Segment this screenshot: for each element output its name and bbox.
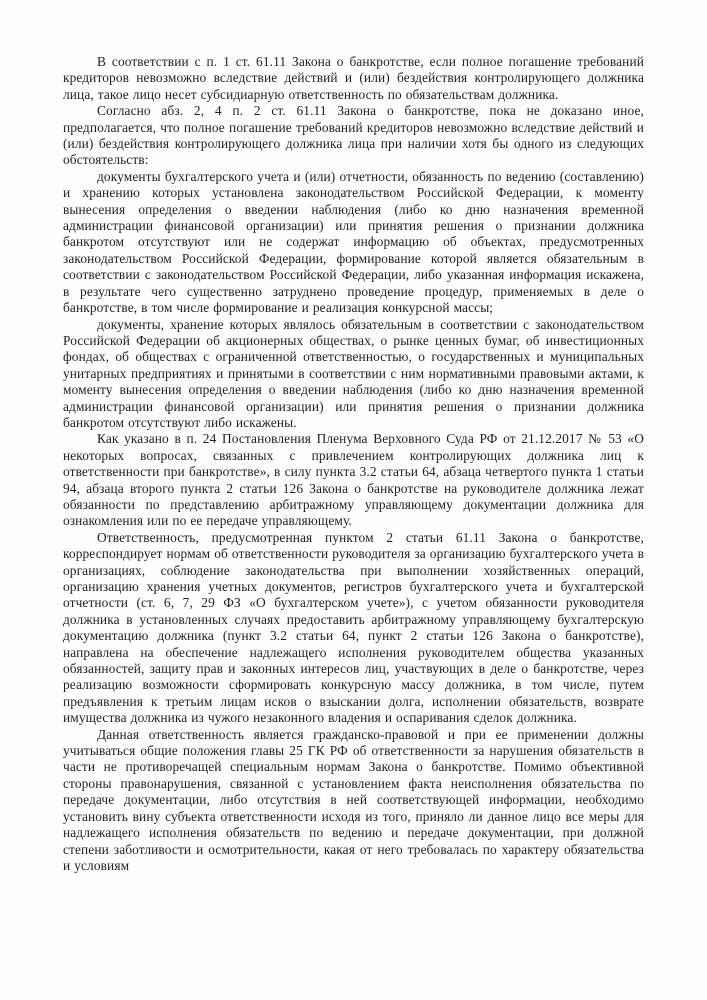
paragraph-law-61-11-p2: Согласно абз. 2, 4 п. 2 ст. 61.11 Закона о банкротстве, пока не доказано иное, предполагается, что полное погашение требований кредиторов невозможно вследствие действий и (или) бездействия контролирующего должника лица при наличии хотя бы одного из следующих обстоятельств: [63, 103, 644, 168]
document-text-block [63, 54, 644, 874]
paragraph-civil-liability: Данная ответственность является гражданско-правовой и при ее применении должны учитываться общие положения главы 25 ГК РФ об ответственности за нарушения обязательств в части не противоречащей специальным нормам Закона о банкротстве. Помимо объективной стороны правонарушения, связанной с установлением факта неисполнения обязательства по передаче документации, либо отсутствия в ней соответствующей информации, необходимо установить вину субъекта ответственности исходя из того, приняло ли данное лицо все меры для надлежащего исполнения обязательств по ведению и передаче документации, при должной степени заботливости и осмотрительности, какая от него требовалась по характеру обязательства и условиям [63, 726, 644, 873]
paragraph-responsibility-scope: Ответственность, предусмотренная пунктом 2 статьи 61.11 Закона о банкротстве, корреспондирует нормам об ответственности руководителя за организацию бухгалтерского учета в организациях, соблюдение законодательства при выполнении хозяйственных операций, организацию хранения учетных документов, регистров бухгалтерского учета и бухгалтерской отчетности (ст. 6, 7, 29 ФЗ «О бухгалтерском учете»), с учетом обязанности руководителя должника в установленных случаях предоставить арбитражному управляющему бухгалтерскую документацию должника (пункт 3.2 статьи 64, пункт 2 статьи 126 Закона о банкротстве), направлена на обеспечение надлежащего исполнения руководителем общества указанных обязанностей, защиту прав и законных интересов лиц, участвующих в деле о банкротстве, через реализацию возможности сформировать конкурсную массу должника, в том числе, путем предъявления к третьим лицам исков о взыскании долга, исполнении обязательств, возврате имущества должника из чужого незаконного владения и оспаривания сделок должника. [63, 529, 644, 726]
paragraph-corporate-documents: документы, хранение которых являлось обязательным в соответствии с законодательством Российской Федерации об акционерных обществах, о рынке ценных бумаг, об инвестиционных фондах, об обществах с ограниченной ответственностью, о государственных и муниципальных унитарных предприятиях и принятыми в соответствии с ним нормативными правовыми актами, к моменту вынесения определения о введении наблюдения (либо ко дню назначения временной администрации финансовой организации) или принятия решения о признании должника банкротом отсутствуют либо искажены. [63, 316, 644, 430]
paragraph-law-61-11-p1: В соответствии с п. 1 ст. 61.11 Закона о банкротстве, если полное погашение требований кредиторов невозможно вследствие действий и (или) бездействия контролирующего должника лица, такое лицо несет субсидиарную ответственность по обязательствам должника. [63, 54, 644, 102]
paragraph-accounting-documents: документы бухгалтерского учета и (или) отчетности, обязанность по ведению (составлению) и хранению которых установлена законодательством Российской Федерации, к моменту вынесения определения о введении наблюдения (либо ко дню назначения временной администрации финансовой организации) или принятия решения о признании должника банкротом отсутствуют или не содержат информацию об объектах, предусмотренных законодательством Российской Федерации, формирование которой является обязательным в соответствии с законодательством Российской Федерации, либо указанная информация искажена, в результате чего существенно затруднено проведение процедур, применяемых в деле о банкротстве, в том числе формирование и реализация конкурсной массы; [63, 168, 644, 316]
paragraph-plenum-ruling-24: Как указано в п. 24 Постановления Пленума Верховного Суда РФ от 21.12.2017 № 53 «О некоторых вопросах, связанных с привлечением контролирующих должника лиц к ответственности при банкротстве», в силу пункта 3.2 статьи 64, абзаца четвертого пункта 1 статьи 94, абзаца второго пункта 2 статьи 126 Закона о банкротстве на руководителе должника лежат обязанности по представлению арбитражному управляющему документации должника для ознакомления или по ее передаче управляющему. [63, 431, 644, 529]
